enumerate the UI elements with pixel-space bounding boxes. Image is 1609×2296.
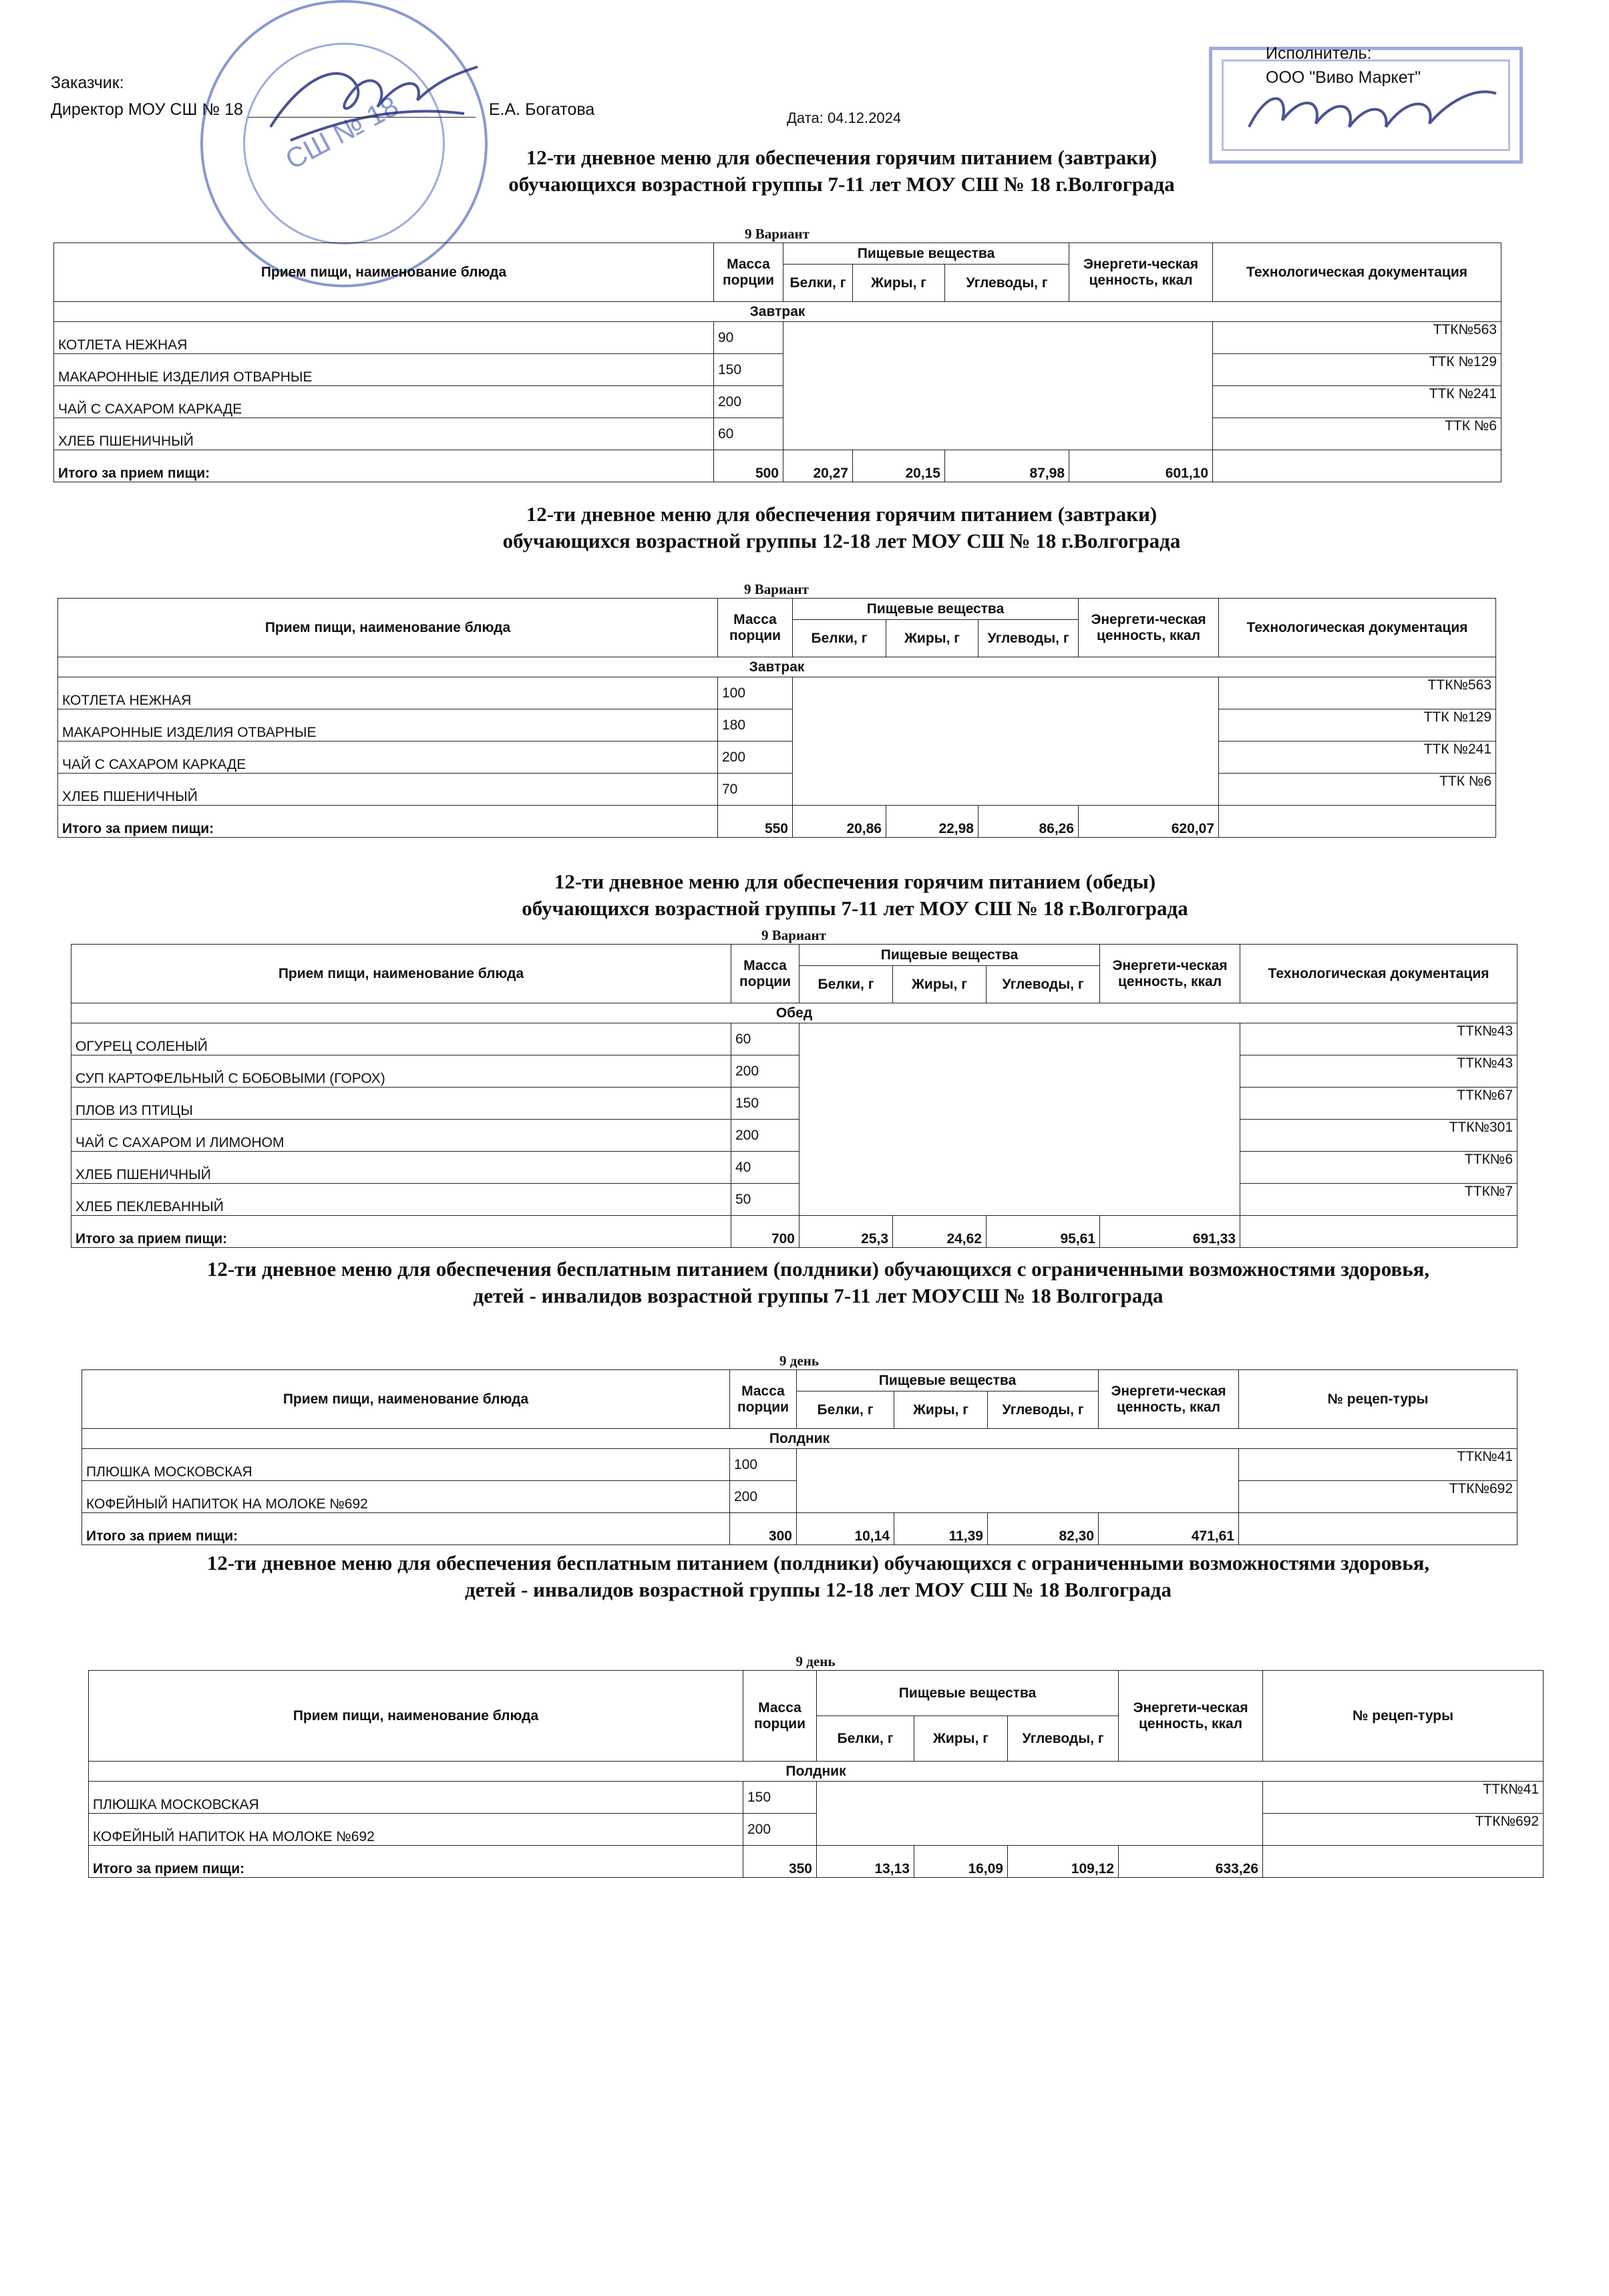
menu-variant: 9 Вариант [745, 226, 810, 242]
dish-mass: 200 [718, 742, 793, 774]
dish-tech-ref: ТТК№563 [1213, 322, 1501, 354]
dish-mass: 60 [714, 418, 783, 450]
dish-tech-ref: ТТК№692 [1263, 1814, 1544, 1846]
column-header-protein: Белки, г [799, 966, 893, 1003]
menu-title-line-1: 12-ти дневное меню для обеспечения горячим питанием (обеды) [554, 870, 1156, 893]
column-header-documentation: Технологическая документация [1240, 945, 1517, 1003]
contractor-block [1266, 41, 1421, 90]
customer-label: Заказчик: [51, 73, 124, 92]
menu-title-line-1: 12-ти дневное меню для обеспечения бесплатным питанием (полдники) обучающихся с ограниченными возможностями здоровья, [206, 1257, 1430, 1281]
dish-tech-ref: ТТК №6 [1219, 774, 1496, 806]
dish-mass: 50 [731, 1184, 799, 1216]
total-row [71, 1216, 1517, 1248]
nutrients-blank-area [793, 677, 1219, 806]
column-header-dish: Прием пищи, наименование блюда [89, 1671, 743, 1762]
table-row [54, 386, 1501, 418]
dish-tech-ref: ТТК№43 [1240, 1055, 1517, 1088]
total-fat: 22,98 [886, 806, 978, 838]
column-header-carbs: Углеводы, г [978, 620, 1079, 657]
dish-tech-ref: ТТК№41 [1263, 1782, 1544, 1814]
total-carbs: 82,30 [988, 1513, 1099, 1545]
customer-name: Е.А. Богатова [488, 100, 595, 119]
total-energy: 691,33 [1100, 1216, 1240, 1248]
menu-title [67, 1550, 1570, 1603]
total-fat: 24,62 [893, 1216, 987, 1248]
column-header-mass: Масса порции [731, 945, 799, 1003]
dish-mass: 150 [714, 354, 783, 386]
column-header-documentation: Технологическая документация [1219, 599, 1496, 657]
column-header-energy: Энергети-ческая ценность, ккал [1119, 1671, 1263, 1762]
column-header-documentation: Технологическая документация [1213, 243, 1501, 302]
menu-title-line-2: обучающихся возрастной группы 7-11 лет МОУ СШ № 18 г.Волгограда [522, 896, 1188, 920]
column-header-energy: Энергети-ческая ценность, ккал [1100, 945, 1240, 1003]
menu-table [88, 1670, 1544, 1878]
dish-name: ЧАЙ С САХАРОМ КАРКАДЕ [58, 742, 718, 774]
dish-mass: 200 [730, 1481, 797, 1513]
total-energy: 471,61 [1099, 1513, 1239, 1545]
menu-title-line-2: обучающихся возрастной группы 7-11 лет МОУ СШ № 18 г.Волгограда [508, 172, 1175, 196]
column-header-mass: Масса порции [714, 243, 783, 302]
dish-tech-ref: ТТК №129 [1213, 354, 1501, 386]
dish-name: МАКАРОННЫЕ ИЗДЕЛИЯ ОТВАРНЫЕ [58, 709, 718, 742]
meal-section-label: Полдник [82, 1429, 1517, 1449]
total-carbs: 86,26 [978, 806, 1079, 838]
column-header-documentation: № рецеп-туры [1263, 1671, 1544, 1762]
column-header-nutrients: Пищевые вещества [817, 1671, 1119, 1716]
column-header-energy: Энергети-ческая ценность, ккал [1099, 1370, 1239, 1429]
total-row [89, 1846, 1544, 1878]
total-blank-cell [1219, 806, 1496, 838]
nutrients-blank-area [783, 322, 1213, 450]
table-row [89, 1782, 1544, 1814]
column-header-mass: Масса порции [730, 1370, 797, 1429]
total-fat: 20,15 [853, 450, 945, 482]
table-row [71, 1023, 1517, 1055]
menu-title-line-1: 12-ти дневное меню для обеспечения горячим питанием (завтраки) [526, 502, 1157, 526]
column-header-carbs: Углеводы, г [987, 966, 1100, 1003]
dish-name: ЧАЙ С САХАРОМ КАРКАДЕ [54, 386, 714, 418]
column-header-fat: Жиры, г [853, 265, 945, 302]
document-date: Дата: 04.12.2024 [787, 110, 902, 126]
total-energy: 601,10 [1069, 450, 1213, 482]
dish-name: ПЛОВ ИЗ ПТИЦЫ [71, 1088, 731, 1120]
customer-block [51, 69, 594, 123]
column-header-protein: Белки, г [793, 620, 886, 657]
menu-table [81, 1369, 1517, 1545]
column-header-dish: Прием пищи, наименование блюда [82, 1370, 730, 1429]
dish-name: КОФЕЙНЫЙ НАПИТОК НА МОЛОКЕ №692 [89, 1814, 743, 1846]
column-header-nutrients: Пищевые вещества [793, 599, 1079, 620]
meal-section-label: Полдник [89, 1762, 1544, 1782]
table-row [58, 742, 1496, 774]
nutrients-blank-area [799, 1023, 1240, 1216]
total-label: Итого за прием пищи: [82, 1513, 730, 1545]
dish-tech-ref: ТТК№7 [1240, 1184, 1517, 1216]
dish-tech-ref: ТТК№6 [1240, 1152, 1517, 1184]
dish-tech-ref: ТТК№43 [1240, 1023, 1517, 1055]
table-row [58, 677, 1496, 709]
dish-name: ПЛЮШКА МОСКОВСКАЯ [82, 1449, 730, 1481]
total-fat: 11,39 [894, 1513, 988, 1545]
column-header-protein: Белки, г [783, 265, 853, 302]
total-blank-cell [1213, 450, 1501, 482]
column-header-nutrients: Пищевые вещества [797, 1370, 1099, 1391]
column-header-mass: Масса порции [743, 1671, 817, 1762]
table-row [89, 1814, 1544, 1846]
column-header-dish: Прием пищи, наименование блюда [71, 945, 731, 1003]
menu-title-line-2: детей - инвалидов возрастной группы 12-18 лет МОУ СШ № 18 Волгограда [465, 1578, 1172, 1601]
column-header-fat: Жиры, г [886, 620, 978, 657]
menu-table [53, 242, 1501, 482]
total-row [82, 1513, 1517, 1545]
menu-variant: 9 Вариант [761, 927, 826, 943]
contractor-label: Исполнитель: [1266, 44, 1372, 63]
table-row [71, 1055, 1517, 1088]
total-blank-cell [1239, 1513, 1517, 1545]
column-header-fat: Жиры, г [893, 966, 987, 1003]
dish-mass: 40 [731, 1152, 799, 1184]
total-protein: 13,13 [817, 1846, 914, 1878]
dish-mass: 200 [731, 1120, 799, 1152]
dish-name: КОТЛЕТА НЕЖНАЯ [54, 322, 714, 354]
menu-title-line-1: 12-ти дневное меню для обеспечения бесплатным питанием (полдники) обучающихся с ограниченными возможностями здоровья, [206, 1551, 1430, 1575]
column-header-fat: Жиры, г [894, 1391, 988, 1429]
menu-title-line-2: детей - инвалидов возрастной группы 7-11 лет МОУСШ № 18 Волгограда [473, 1284, 1164, 1307]
menu-title-line-2: обучающихся возрастной группы 12-18 лет МОУ СШ № 18 г.Волгограда [502, 529, 1181, 552]
dish-tech-ref: ТТК№301 [1240, 1120, 1517, 1152]
total-protein: 10,14 [797, 1513, 894, 1545]
dish-mass: 200 [743, 1814, 817, 1846]
table-row [54, 354, 1501, 386]
column-header-nutrients: Пищевые вещества [799, 945, 1100, 966]
signature-line [248, 117, 476, 118]
menu-variant: 9 день [779, 1353, 819, 1369]
dish-mass: 200 [731, 1055, 799, 1088]
dish-tech-ref: ТТК№67 [1240, 1088, 1517, 1120]
total-label: Итого за прием пищи: [58, 806, 718, 838]
dish-mass: 70 [718, 774, 793, 806]
total-mass: 700 [731, 1216, 799, 1248]
column-header-energy: Энергети-ческая ценность, ккал [1079, 599, 1219, 657]
column-header-fat: Жиры, г [914, 1716, 1008, 1762]
column-header-mass: Масса порции [718, 599, 793, 657]
school-stamp-text: СШ № 18 [280, 90, 403, 176]
menu-table [57, 598, 1496, 838]
menu-variant: 9 день [795, 1653, 836, 1669]
total-carbs: 109,12 [1008, 1846, 1119, 1878]
meal-section-label: Завтрак [54, 302, 1501, 322]
dish-mass: 100 [730, 1449, 797, 1481]
dish-tech-ref: ТТК№692 [1239, 1481, 1517, 1513]
column-header-carbs: Углеводы, г [945, 265, 1069, 302]
menu-title-line-1: 12-ти дневное меню для обеспечения горячим питанием (завтраки) [526, 146, 1157, 169]
total-blank-cell [1240, 1216, 1517, 1248]
total-carbs: 87,98 [945, 450, 1069, 482]
menu-table [71, 944, 1517, 1248]
dish-name: КОФЕЙНЫЙ НАПИТОК НА МОЛОКЕ №692 [82, 1481, 730, 1513]
table-row [71, 1120, 1517, 1152]
column-header-protein: Белки, г [817, 1716, 914, 1762]
dish-mass: 150 [743, 1782, 817, 1814]
customer-position: Директор МОУ СШ № 18 [51, 100, 243, 119]
table-row [58, 709, 1496, 742]
dish-tech-ref: ТТК №6 [1213, 418, 1501, 450]
total-protein: 20,86 [793, 806, 886, 838]
dish-tech-ref: ТТК №241 [1219, 742, 1496, 774]
dish-mass: 90 [714, 322, 783, 354]
column-header-documentation: № рецеп-туры [1239, 1370, 1517, 1429]
total-label: Итого за прием пищи: [54, 450, 714, 482]
table-row [54, 418, 1501, 450]
nutrients-blank-area [817, 1782, 1263, 1846]
dish-name: ХЛЕБ ПШЕНИЧНЫЙ [58, 774, 718, 806]
column-header-energy: Энергети-ческая ценность, ккал [1069, 243, 1213, 302]
dish-tech-ref: ТТК№563 [1219, 677, 1496, 709]
dish-tech-ref: ТТК №241 [1213, 386, 1501, 418]
total-mass: 500 [714, 450, 783, 482]
table-row [71, 1152, 1517, 1184]
column-header-protein: Белки, г [797, 1391, 894, 1429]
total-protein: 20,27 [783, 450, 853, 482]
total-energy: 620,07 [1079, 806, 1219, 838]
dish-name: ОГУРЕЦ СОЛЕНЫЙ [71, 1023, 731, 1055]
dish-name: МАКАРОННЫЕ ИЗДЕЛИЯ ОТВАРНЫЕ [54, 354, 714, 386]
nutrients-blank-area [797, 1449, 1239, 1513]
dish-name: ХЛЕБ ПШЕНИЧНЫЙ [54, 418, 714, 450]
column-header-dish: Прием пищи, наименование блюда [58, 599, 718, 657]
total-mass: 300 [730, 1513, 797, 1545]
customer-signature-line [51, 96, 594, 123]
contractor-name: ООО "Виво Маркет" [1266, 68, 1421, 87]
dish-tech-ref: ТТК№41 [1239, 1449, 1517, 1481]
meal-section-label: Обед [71, 1003, 1517, 1023]
dish-mass: 60 [731, 1023, 799, 1055]
dish-name: ПЛЮШКА МОСКОВСКАЯ [89, 1782, 743, 1814]
total-mass: 550 [718, 806, 793, 838]
total-row [58, 806, 1496, 838]
menu-title [347, 144, 1336, 198]
total-mass: 350 [743, 1846, 817, 1878]
dish-mass: 150 [731, 1088, 799, 1120]
total-blank-cell [1263, 1846, 1544, 1878]
menu-title [67, 1256, 1570, 1309]
total-row [54, 450, 1501, 482]
dish-mass: 180 [718, 709, 793, 742]
dish-mass: 100 [718, 677, 793, 709]
table-row [58, 774, 1496, 806]
dish-tech-ref: ТТК №129 [1219, 709, 1496, 742]
menu-title [347, 501, 1336, 554]
menu-title [361, 868, 1349, 922]
dish-name: КОТЛЕТА НЕЖНАЯ [58, 677, 718, 709]
table-row [54, 322, 1501, 354]
meal-section-label: Завтрак [58, 657, 1496, 677]
total-label: Итого за прием пищи: [71, 1216, 731, 1248]
table-row [71, 1184, 1517, 1216]
column-header-carbs: Углеводы, г [1008, 1716, 1119, 1762]
dish-name: СУП КАРТОФЕЛЬНЫЙ С БОБОВЫМИ (ГОРОХ) [71, 1055, 731, 1088]
column-header-carbs: Углеводы, г [988, 1391, 1099, 1429]
total-fat: 16,09 [914, 1846, 1008, 1878]
dish-name: ЧАЙ С САХАРОМ И ЛИМОНОМ [71, 1120, 731, 1152]
column-header-nutrients: Пищевые вещества [783, 243, 1069, 265]
total-label: Итого за прием пищи: [89, 1846, 743, 1878]
dish-name: ХЛЕБ ПЕКЛЕВАННЫЙ [71, 1184, 731, 1216]
total-protein: 25,3 [799, 1216, 893, 1248]
column-header-dish: Прием пищи, наименование блюда [54, 243, 714, 302]
total-carbs: 95,61 [987, 1216, 1100, 1248]
dish-mass: 200 [714, 386, 783, 418]
dish-name: ХЛЕБ ПШЕНИЧНЫЙ [71, 1152, 731, 1184]
table-row [82, 1449, 1517, 1481]
table-row [71, 1088, 1517, 1120]
menu-variant: 9 Вариант [744, 581, 809, 597]
total-energy: 633,26 [1119, 1846, 1263, 1878]
